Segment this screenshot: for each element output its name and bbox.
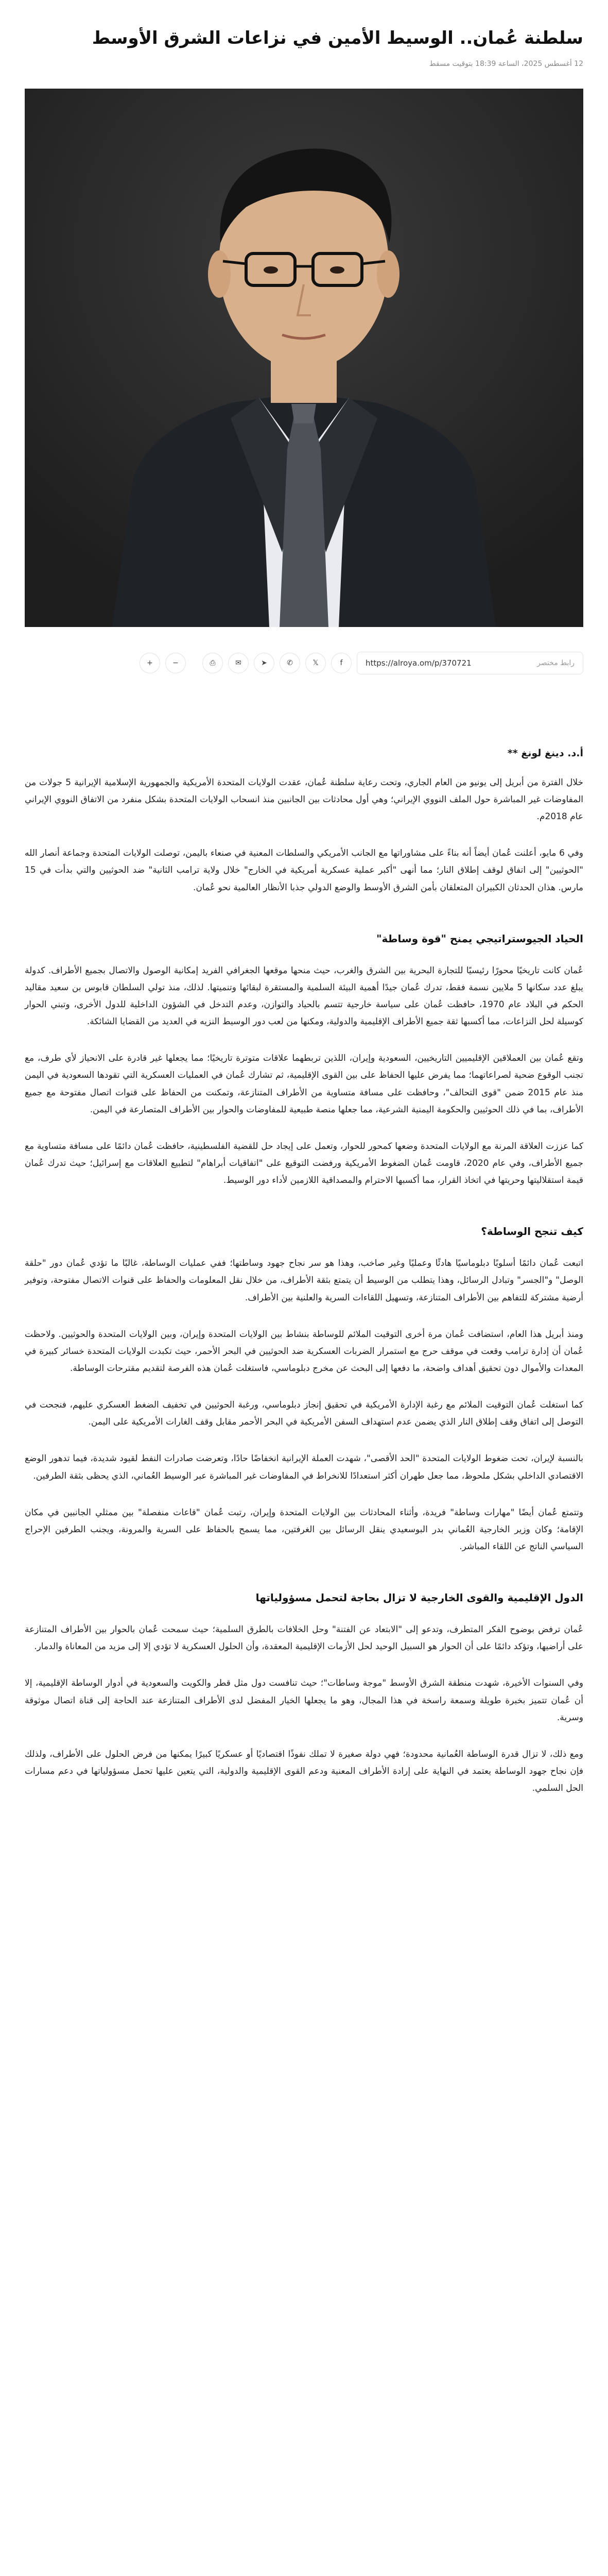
whatsapp-icon[interactable]: ✆ — [280, 653, 300, 673]
paragraph: خلال الفترة من أبريل إلى يونيو من العام الجاري، وتحت رعاية سلطنة عُمان، عقدت الولايات المتحدة الأمريكية والجمهورية الإسلامية الإيرانية 5 جولات من المفاوضات غير المباشرة حول الملف النووي الإيراني؛ وهي أول محادثات بين الجانبين منذ انسحاب الولايات المتحدة بشكل منفرد من الاتفاق النووي الإيراني عام 2018م. — [25, 777, 583, 822]
paragraph: وفي السنوات الأخيرة، شهدت منطقة الشرق الأوسط "موجة وساطات"؛ حيث تنافست دول مثل قطر والكويت والسعودية في أدوار الوساطة الإقليمية، إلا أن عُمان تتميز بخبرة طويلة وسمعة راسخة في هذا المجال، وهو ما يجعلها الخيار المفضل لدى الأطراف المتنازعة عند الحاجة إلى قناة اتصال موثوقة وسرية. — [25, 1678, 583, 1723]
paragraph: وتقع عُمان بين العملاقين الإقليميين التاريخيين، السعودية وإيران، اللذين تربطهما علاقات متوترة تاريخيًا؛ مما يجعلها غير قادرة على الانحياز لأي طرف، مع تجنب الوقوع ضحية لصراعاتهما؛ مما يفرض عليها الحفاظ على بين القوى الإقليمية، ثم تشارك عُمان في العمليات العسكرية التي تقودها السعودية في اليمن منذ عام 2015 ضمن "قوى التحالف"، وحافظت على مسافة متساوية من الأطراف المتنازعة، وتمكنت من الحفاظ على قنوات اتصال مفتوحة مع جميع الأطراف، بما في ذلك الحوثيين والحكومة اليمنية الشرعية، مما جعلها منصة طبيعية للمفاوضات والحوار بين الأطراف المتصارعة في اليمن. — [25, 1053, 583, 1115]
section-heading: الحياد الجيوستراتيجي يمنح "قوة وساطة" — [376, 932, 583, 945]
short-link-url[interactable]: https://alroya.om/p/370721 — [366, 658, 472, 668]
short-link-box[interactable] — [357, 652, 583, 674]
section-heading: كيف تنجح الوساطة؟ — [481, 1225, 583, 1238]
telegram-icon[interactable]: ➤ — [254, 653, 274, 673]
paragraph: اتبعت عُمان دائمًا أسلوبًا دبلوماسيًا هادئًا وعمليًا وغير صاخب، وهذا هو سر نجاح جهود وساطتها؛ ففي عمليات الوساطة، غالبًا ما تؤدي عُمان دور "حلقة الوصل" و"الجسر" وتبادل الرسائل، وهذا يتطلب من الوسيط أن يتمتع بثقة الأطراف، من خلال نقل المعلومات والحفاظ على قنوات الاتصال مفتوحة، وتوفير أرضية مشتركة للتفاهم بين الأطراف المتنازعة، وتسهيل اللقاءات السرية والعلنية بين الأطراف. — [25, 1258, 583, 1303]
article-date: 12 أغسطس 2025، الساعة 18:39 بتوقيت مسقط — [429, 59, 583, 68]
email-icon[interactable]: ✉ — [228, 653, 249, 673]
paragraph: ومنذ أبريل هذا العام، استضافت عُمان مرة أخرى التوقيت الملائم للوساطة بنشاط بين الولايات المتحدة وإيران، وبين الولايات المتحدة والحوثيين. ولاحظت عُمان أن إدارة ترامب وقعت في موقف حرج مع استمرار الضربات العسكرية ضد الحوثيين في البحر الأحمر، حيث تكبدت الولايات المتحدة خسائر كبيرة في المعدات والأموال دون تحقيق أهداف واضحة، ما دفعها إلى البحث عن مخرج دبلوماسي، فاستغلت عُمان هذه الفرصة لتقديم مقترحات الوساطة. — [25, 1329, 583, 1374]
paragraph: بالنسبة لإيران، تحت ضغوط الولايات المتحدة "الحد الأقصى"، شهدت العملة الإيرانية انخفاضًا حادًا، وتعرضت صادرات النفط لقيود شديدة، فيما تدهور الوضع الاقتصادي الداخلي بشكل ملحوظ، مما جعل طهران أكثر استعدادًا للانخراط في المفاوضات غير المباشرة عبر الوسيط العُماني، الذي يحظى بثقة الطرفين. — [25, 1453, 583, 1481]
article-author: أ.د. دينغ لونغ ** — [507, 747, 583, 759]
paragraph: عُمان ترفض بوضوح الفكر المتطرف، وتدعو إلى "الابتعاد عن الفتنة" وحل الخلافات بالطرق السلمية؛ حيث سمحت عُمان بالحوار بين الأطراف المتنازعة على أراضيها، وتؤكد دائمًا على أن الحوار هو السبيل الوحيد لحل الأزمات الإقليمية المعقدة، وأن الحلول العسكرية لا تؤدي إلا إلى مزيد من المعاناة والدمار. — [25, 1624, 583, 1652]
article-title: سلطنة عُمان.. الوسيط الأمين في نزاعات الشرق الأوسط — [92, 28, 583, 48]
paragraph: كما عززت العلاقة المرنة مع الولايات المتحدة وضعها كمحور للحوار، وتعمل على إيجاد حل للقضية الفلسطينية، حافظت عُمان دائمًا على مسافة متساوية مع جميع الأطراف، وفي عام 2020، قاومت عُمان الضغوط الأمريكية ورفضت التوقيع على "اتفاقيات أبراهام" لتطبيع العلاقات مع إسرائيل؛ حيث تدرك عُمان قيمة استقلاليتها وحريتها في اتخاذ القرار، مما أكسبها الاحترام والمصداقية اللازمين لأداء دور الوسيط. — [25, 1141, 583, 1186]
section-heading: الدول الإقليمية والقوى الخارجية لا تزال بحاجة لتحمل مسؤولياتها — [255, 1591, 583, 1604]
author-photo — [25, 89, 583, 627]
short-link-label: رابط مختصر — [537, 658, 575, 667]
share-toolbar — [25, 648, 583, 679]
facebook-icon[interactable]: f — [331, 653, 352, 673]
article-body — [25, 774, 583, 1797]
paragraph: وتتمتع عُمان أيضًا "مهارات وساطة" فريدة، وأثناء المحادثات بين الولايات المتحدة وإيران، رتبت عُمان "قاعات منفصلة" بين ممثلي الجانبين في مكان الإقامة؛ وكان وزير الخارجية العُماني بدر البوسعيدي ينقل الرسائل بين الغرفتين، مما يسمح بالحفاظ على السرية والمرونة، ويجنب الطرفين الإحراج السياسي الناتج عن اللقاء المباشر. — [25, 1507, 583, 1552]
author-portrait-illustration — [25, 89, 583, 627]
print-icon[interactable]: ⎙ — [202, 653, 223, 673]
article-header — [25, 0, 583, 68]
paragraph: وفي 6 مايو، أعلنت عُمان أيضاً أنه بناءً على مشاوراتها مع الجانب الأمريكي والسلطات المعنية في صنعاء باليمن، توصلت الولايات المتحدة وجماعة أنصار الله "الحوثيين" إلى اتفاق لوقف إطلاق النار؛ مما أنهى "أكبر عملية عسكرية أمريكية في الخارج" خلال ولاية ترامب الثانية" ضد الحوثيين والتي بدأت في 15 مارس. هذان الحدثان الكبيران المتعلقان بأمن الشرق الأوسط والوضع الدولي جذبا الأنظار العالمية نحو عُمان. — [25, 848, 583, 893]
paragraph: كما استغلت عُمان التوقيت الملائم مع رغبة الإدارة الأمريكية في تحقيق إنجاز دبلوماسي، ورغبة الحوثيين في تخفيف الضغط العسكري عليهم، فنجحت في التوصل إلى اتفاق وقف إطلاق النار الذي يضمن عدم استهداف السفن الأمريكية في البحر الأحمر مقابل وقف الغارات الأمريكية على اليمن. — [25, 1400, 583, 1428]
paragraph: ومع ذلك، لا تزال قدرة الوساطة العُمانية محدودة؛ فهي دولة صغيرة لا تملك نفوذًا اقتصاديًا أو عسكريًا كبيرًا يمكنها من فرض الحلول على الأطراف، ولذلك فإن نجاح جهود الوساطة يعتمد في النهاية على إرادة الأطراف المعنية ودعم القوى الإقليمية والدولية، التي يتعين عليها تحمل مسؤولياتها في دعم مسارات الحل السلمي. — [25, 1749, 583, 1794]
paragraph: عُمان كانت تاريخيًا محورًا رئيسيًا للتجارة البحرية بين الشرق والغرب، حيث منحها موقعها الجغرافي الفريد إمكانية الوصول والاتصال بجميع الأطراف. كدولة يبلغ عدد سكانها 5 ملايين نسمة فقط، تدرك عُمان جيدًا أهمية البيئة السلمية والمستقرة لبقائها وتنميتها. لذلك، منذ تولي السلطان قابوس بن سعيد مقاليد الحكم في البلاد عام 1970، حافظت عُمان على سياسة خارجية تتسم بالحياد والتوازن، وعدم التدخل في الشؤون الداخلية للدول الأخرى، وتبني الحوار كوسيلة لحل النزاعات، مما أكسبها ثقة جميع الأطراف الإقليمية والدولية، ومكنها من لعب دور الوسيط النزيه في العديد من القضايا الشائكة. — [25, 965, 584, 1027]
x-twitter-icon[interactable]: 𝕏 — [305, 653, 326, 673]
font-decrease-icon[interactable]: − — [165, 653, 186, 673]
font-increase-icon[interactable]: + — [140, 653, 160, 673]
